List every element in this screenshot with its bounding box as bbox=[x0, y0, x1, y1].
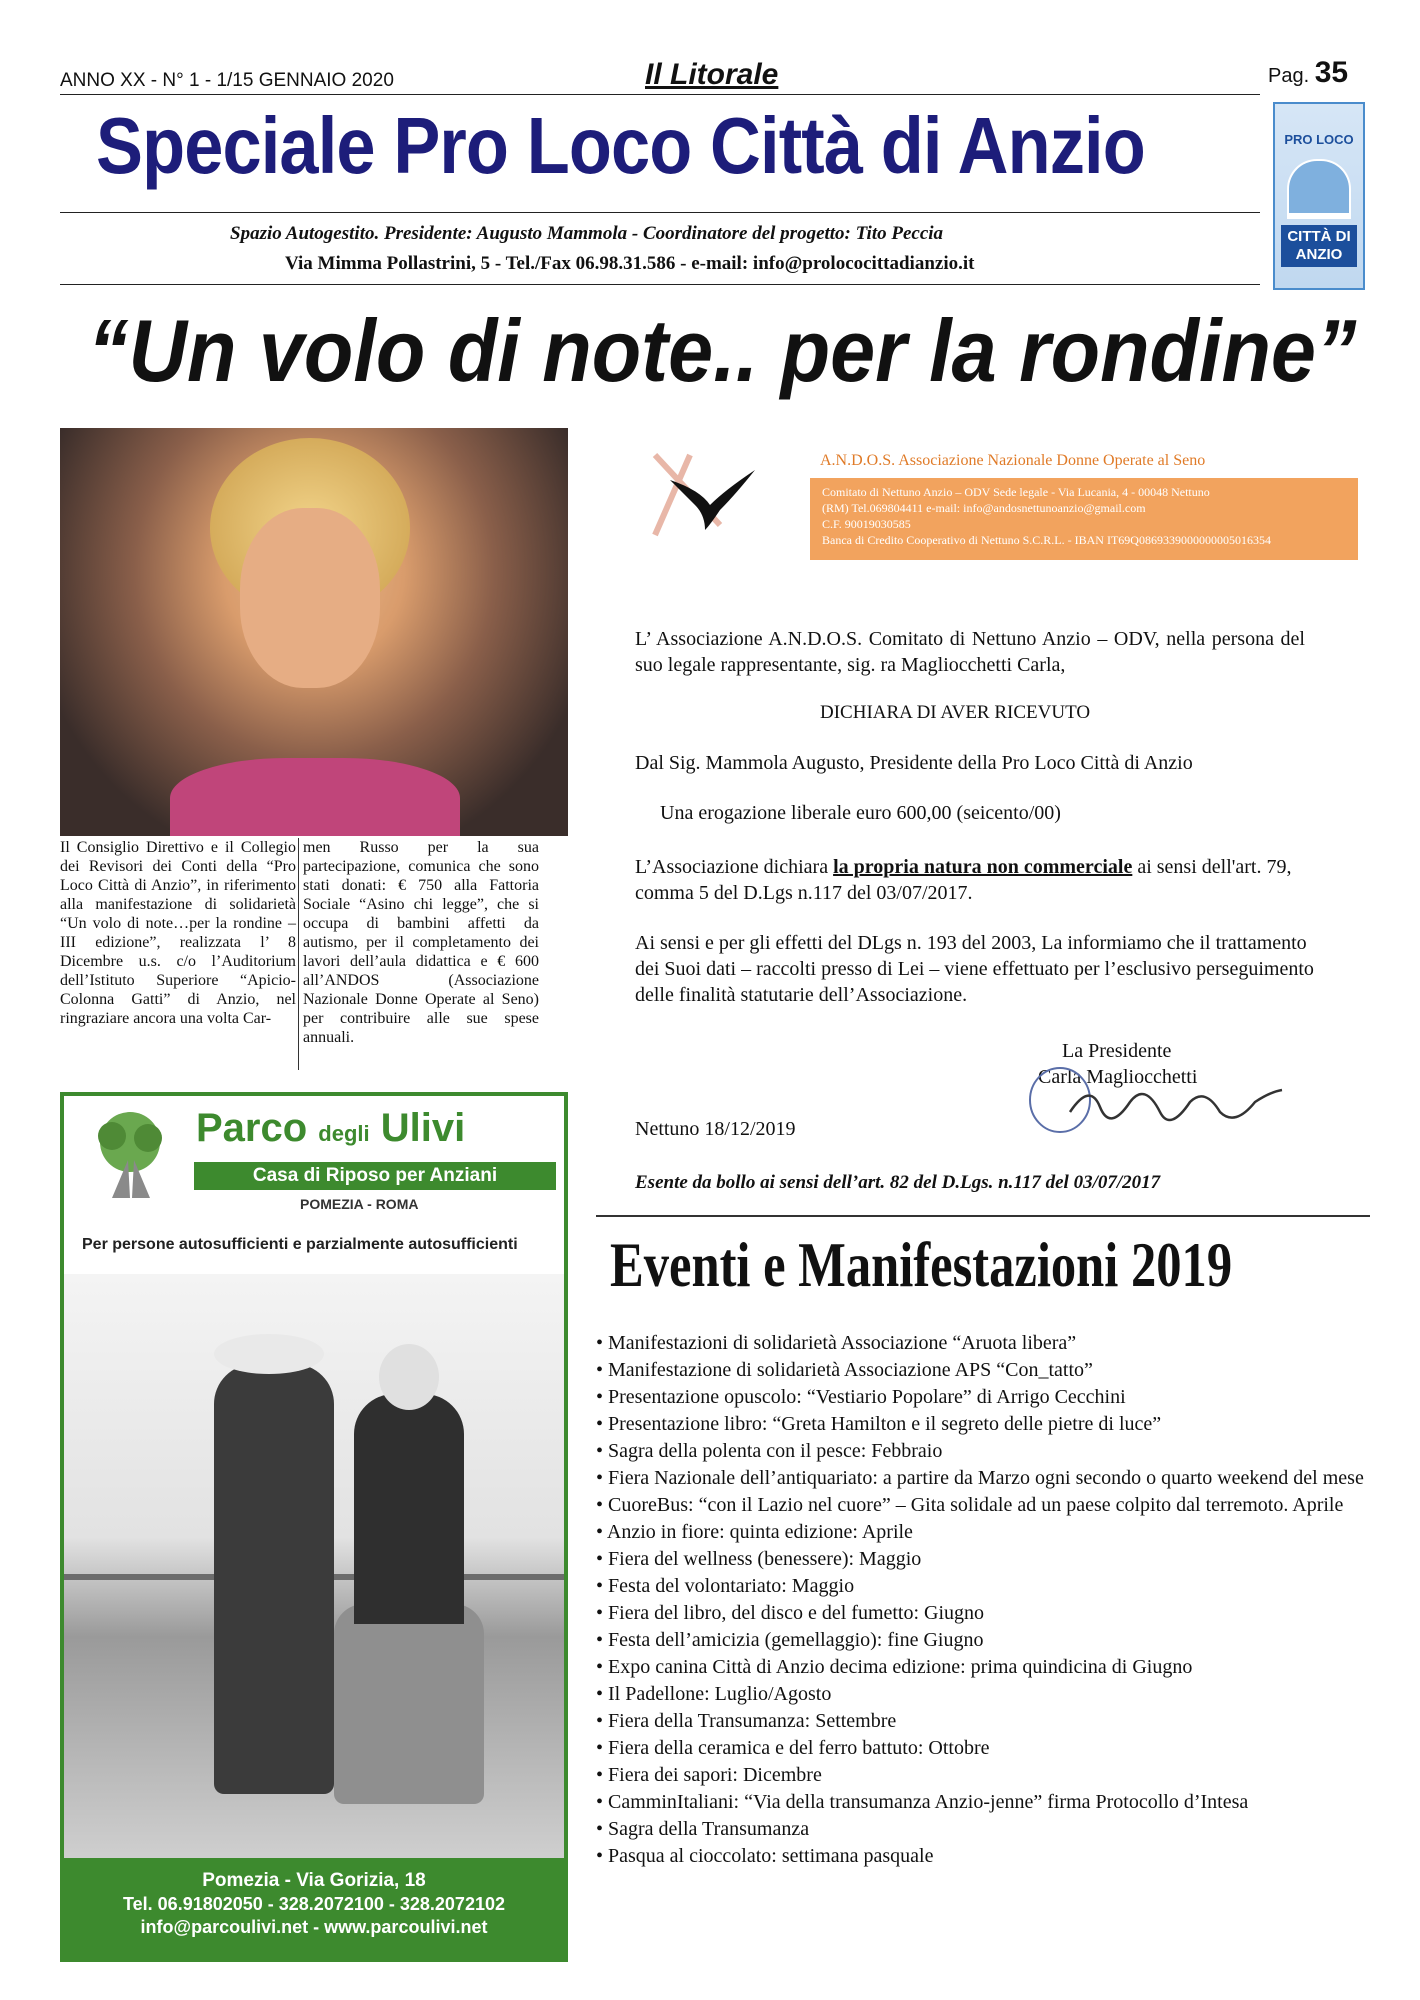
letter-paragraph-5: Ai sensi e per gli effetti del DLgs n. 193 del 2003, La informiamo che il trattamento dei Suoi dati – raccolti presso di Lei – viene effettuato per l’esclusivo perseguimento delle finalità statutarie dell’Associazione. bbox=[635, 932, 1314, 1006]
letter-place-date: Nettuno 18/12/2019 bbox=[635, 1118, 796, 1140]
list-item: • Festa del volontariato: Maggio bbox=[596, 1573, 1376, 1600]
list-item: • Fiera Nazionale dell’antiquariato: a partire da Marzo ogni secondo o quarto weekend del mese bbox=[596, 1465, 1376, 1492]
letter-p4-underline: la propria natura non commerciale bbox=[833, 856, 1133, 878]
title-rule bbox=[60, 212, 1260, 213]
list-item: • Fiera del wellness (benessere): Maggio bbox=[596, 1546, 1376, 1573]
article-column-1: Il Consiglio Direttivo e il Collegio dei Revisori dei Conti della “Pro Loco Città di Anzio”, in riferimento alla manifestazione di solidarietà “Un volo di note…per la rondine – III edizione”, realizzata l’ 8 Dicembre u.s. c/o l’Auditorium dell’Istituto Superiore “Apicio-Colonna Gatti” di Anzio, nel ringraziare ancora una volta Car- bbox=[60, 839, 296, 1027]
andos-box-line: C.F. 90019030585 bbox=[822, 517, 911, 531]
letter-donation: Una erogazione liberale euro 600,00 (seicento/00) bbox=[660, 802, 1061, 824]
letter-p4-end: ai sensi dell'art. 79, comma 5 del D.Lgs n.117 del 03/07/2017. bbox=[635, 856, 1292, 904]
photo-man bbox=[214, 1364, 334, 1794]
photo-face bbox=[240, 508, 380, 688]
events-title: Eventi e Manifestazioni 2019 bbox=[610, 1229, 1233, 1300]
letter-paragraph-2: Dal Sig. Mammola Augusto, Presidente della Pro Loco Città di Anzio bbox=[635, 752, 1193, 774]
ad-brand-small: degli bbox=[318, 1121, 370, 1146]
ad-footer bbox=[64, 1858, 564, 1958]
signature-role: La Presidente bbox=[1062, 1040, 1172, 1062]
page-number bbox=[1268, 56, 1348, 90]
list-item: • Fiera del libro, del disco e del fumetto: Giugno bbox=[596, 1600, 1376, 1627]
parco-degli-ulivi-ad bbox=[60, 1092, 568, 1962]
logo-city: CITTÀ DI ANZIO bbox=[1281, 225, 1357, 267]
newspaper-name: Il Litorale bbox=[645, 58, 779, 91]
list-item: • Fiera dei sapori: Dicembre bbox=[596, 1762, 1376, 1789]
list-item: • Presentazione opuscolo: “Vestiario Popolare” di Arrigo Cecchini bbox=[596, 1384, 1376, 1411]
list-item: • Manifestazioni di solidarietà Associazione “Aruota libera” bbox=[596, 1330, 1376, 1357]
header-subtitle: Spazio Autogestito. Presidente: Augusto Mammola - Coordinatore del progetto: Tito Peccia bbox=[230, 223, 944, 244]
signature-name: Carla Magliocchetti bbox=[1038, 1066, 1198, 1088]
ad-phones: Tel. 06.91802050 - 328.2072100 - 328.2072102 bbox=[123, 1894, 505, 1914]
logo-arch-icon bbox=[1287, 159, 1351, 219]
andos-box-line: Comitato di Nettuno Anzio – ODV Sede legale - Via Lucania, 4 - 00048 Nettuno bbox=[822, 485, 1210, 499]
list-item: • Il Padellone: Luglio/Agosto bbox=[596, 1681, 1376, 1708]
photo-skirt bbox=[334, 1604, 484, 1804]
column-divider bbox=[298, 838, 299, 1070]
ad-address: Pomezia - Via Gorizia, 18 bbox=[202, 1870, 426, 1891]
stamp-exemption: Esente da bollo ai sensi dell’art. 82 del D.Lgs. n.117 del 03/07/2017 bbox=[635, 1172, 1161, 1193]
photo-hat bbox=[214, 1334, 324, 1374]
ad-brand-start: Parco bbox=[196, 1106, 308, 1150]
ad-intro: Per persone autosufficienti e parzialmente autosufficienti bbox=[82, 1236, 518, 1253]
ad-brand bbox=[196, 1106, 465, 1151]
letter-paragraph-4 bbox=[635, 854, 1335, 906]
events-list bbox=[596, 1330, 1376, 1870]
ad-web: info@parcoulivi.net - www.parcoulivi.net bbox=[140, 1917, 488, 1937]
list-item: • Pasqua al cioccolato: settimana pasquale bbox=[596, 1843, 1376, 1870]
letter-declaration: DICHIARA DI AVER RICEVUTO bbox=[820, 702, 1091, 723]
issue-info: ANNO XX - N° 1 - 1/15 GENNAIO 2020 bbox=[60, 70, 394, 91]
list-item: • Fiera della ceramica e del ferro battuto: Ottobre bbox=[596, 1735, 1376, 1762]
list-item: • Presentazione libro: “Greta Hamilton e il segreto delle pietre di luce” bbox=[596, 1411, 1376, 1438]
dancing-couple-photo bbox=[64, 1274, 564, 1859]
andos-heading: A.N.D.O.S. Associazione Nazionale Donne Operate al Seno bbox=[820, 452, 1206, 469]
page-title: Speciale Pro Loco Città di Anzio bbox=[96, 101, 1145, 190]
events-rule bbox=[596, 1215, 1370, 1217]
olive-tree-icon bbox=[82, 1110, 178, 1200]
article-column-2: men Russo per la sua partecipazione, comunica che sono stati donati: € 750 alla Fattoria Sociale “Asino chi legge”, che si occupa di bambini affetti da autismo, per il completamento dei lavori dell’aula didattica e € 600 all’ANDOS (Associazione Nazionale Donne Operate al Seno) per contribuire alle sue spese annuali. bbox=[303, 839, 539, 1046]
andos-info-box bbox=[810, 478, 1358, 560]
list-item: • Anzio in fiore: quinta edizione: Aprile bbox=[596, 1519, 1376, 1546]
headline: “Un volo di note.. per la rondine” bbox=[88, 301, 1357, 400]
photo-woman-head bbox=[379, 1344, 439, 1410]
list-item: • Manifestazione di solidarietà Associazione APS “Con_tatto” bbox=[596, 1357, 1376, 1384]
photo-woman bbox=[354, 1394, 464, 1624]
list-item: • Sagra della Transumanza bbox=[596, 1816, 1376, 1843]
handwritten-signature bbox=[1020, 1062, 1290, 1152]
list-item: • CamminItaliani: “Via della transumanza Anzio-jenne” firma Protocollo d’Intesa bbox=[596, 1789, 1376, 1816]
carmen-russo-photo bbox=[60, 428, 568, 836]
header-contact: Via Mimma Pollastrini, 5 - Tel./Fax 06.98.31.586 - e-mail: info@prolococittadianzio.it bbox=[285, 253, 975, 274]
masthead-rule bbox=[60, 94, 1260, 95]
photo-dress bbox=[170, 758, 460, 836]
andos-box-line: (RM) Tel.069804411 e-mail: info@andosnettunoanzio@gmail.com bbox=[822, 501, 1146, 515]
page-number-value: 35 bbox=[1314, 56, 1349, 89]
ad-tagline: Casa di Riposo per Anziani bbox=[194, 1162, 556, 1190]
ad-town: POMEZIA - ROMA bbox=[300, 1196, 419, 1212]
andos-box-line: Banca di Credito Cooperativo di Nettuno S.C.R.L. - IBAN IT69Q0869339000000005016354 bbox=[822, 533, 1271, 547]
letter-paragraph-1: L’ Associazione A.N.D.O.S. Comitato di Nettuno Anzio – ODV, nella persona del suo legale rappresentante, sig. ra Magliocchetti Carla, bbox=[635, 628, 1305, 676]
ad-brand-end: Ulivi bbox=[380, 1106, 466, 1150]
page-label: Pag. bbox=[1268, 65, 1310, 87]
pro-loco-logo bbox=[1273, 102, 1365, 290]
list-item: • Expo canina Città di Anzio decima edizione: prima quindicina di Giugno bbox=[596, 1654, 1376, 1681]
list-item: • CuoreBus: “con il Lazio nel cuore” – Gita solidale ad un paese colpito dal terremoto. Aprile bbox=[596, 1492, 1376, 1519]
list-item: • Festa dell’amicizia (gemellaggio): fine Giugno bbox=[596, 1627, 1376, 1654]
letter-p4-start: L’Associazione dichiara bbox=[635, 856, 834, 878]
list-item: • Sagra della polenta con il pesce: Febbraio bbox=[596, 1438, 1376, 1465]
logo-name: PRO LOCO bbox=[1284, 132, 1354, 147]
header-bottom-rule bbox=[60, 284, 1260, 285]
swallow-icon bbox=[650, 450, 760, 540]
list-item: • Fiera della Transumanza: Settembre bbox=[596, 1708, 1376, 1735]
